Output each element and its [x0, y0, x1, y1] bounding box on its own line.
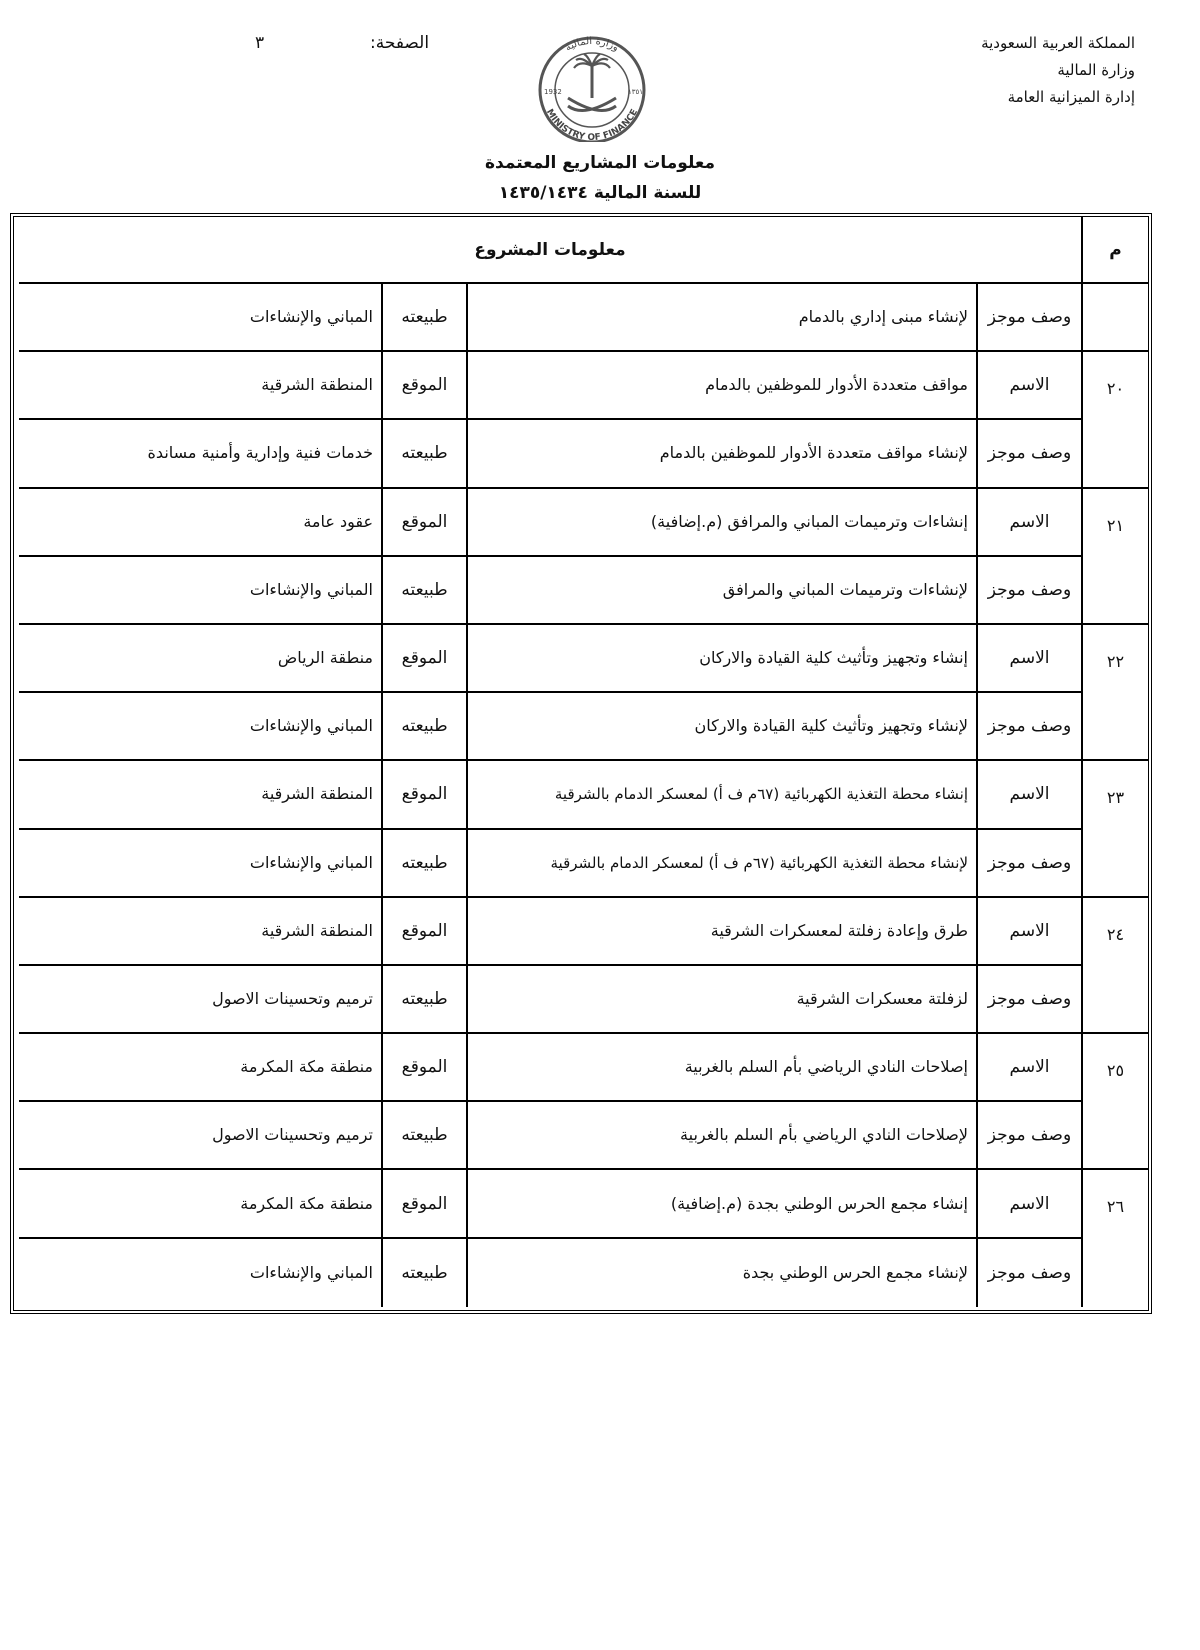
project-location: المنطقة الشرقية: [19, 898, 381, 966]
column-header-index: م: [1081, 217, 1148, 284]
seal-year-right: ١٣٥١: [628, 88, 644, 96]
project-number: ٢٣: [1081, 761, 1148, 897]
desc-label: وصف موجز: [976, 1239, 1081, 1307]
ministry-seal-logo: [524, 32, 660, 142]
project-name: مواقف متعددة الأدوار للموظفين بالدمام: [466, 352, 976, 420]
page-label: الصفحة:: [370, 33, 430, 53]
name-label: الاسم: [976, 761, 1081, 829]
project-name: إنشاء وتجهيز وتأثيث كلية القيادة والاركان: [466, 625, 976, 693]
project-nature: المباني والإنشاءات: [19, 557, 381, 625]
project-desc: لإنشاء مجمع الحرس الوطني بجدة: [466, 1239, 976, 1307]
desc-label: وصف موجز: [976, 693, 1081, 761]
row-number-empty: [1081, 284, 1148, 352]
seal-english-text: MINISTRY OF FINANCE: [543, 107, 641, 142]
project-name: إنشاء مجمع الحرس الوطني بجدة (م.إضافية): [466, 1170, 976, 1238]
project-desc: لإنشاءات وترميمات المباني والمرافق: [466, 557, 976, 625]
header-department: إدارة الميزانية العامة: [1007, 88, 1135, 106]
nature-label: طبيعته: [381, 420, 466, 488]
desc-label: وصف موجز: [976, 830, 1081, 898]
nature-label: طبيعته: [381, 557, 466, 625]
name-label: الاسم: [976, 898, 1081, 966]
project-number: ٢٦: [1081, 1170, 1148, 1306]
page-number: ٣: [255, 33, 265, 53]
location-label: الموقع: [381, 352, 466, 420]
project-name: إنشاءات وترميمات المباني والمرافق (م.إضافية): [466, 489, 976, 557]
project-location: منطقة مكة المكرمة: [19, 1170, 381, 1238]
column-header-project-info: معلومات المشروع: [19, 217, 1081, 284]
header-ministry-block: [875, 30, 1135, 111]
nature-label: طبيعته: [381, 693, 466, 761]
project-desc: لإنشاء محطة التغذية الكهربائية (٦٧م ف أ) لمعسكر الدمام بالشرقية: [466, 830, 976, 898]
project-location: منطقة الرياض: [19, 625, 381, 693]
project-number: ٢١: [1081, 489, 1148, 625]
name-label: الاسم: [976, 1170, 1081, 1238]
desc-label: وصف موجز: [976, 1102, 1081, 1170]
header-country: المملكة العربية السعودية: [981, 34, 1135, 52]
desc-label: وصف موجز: [976, 420, 1081, 488]
location-label: الموقع: [381, 1170, 466, 1238]
project-nature: المباني والإنشاءات: [249, 1262, 373, 1282]
seal-year-left: 1932: [544, 88, 562, 96]
nature-label: طبيعته: [381, 1239, 466, 1307]
name-label: الاسم: [976, 352, 1081, 420]
project-nature: ترميم وتحسينات الاصول: [19, 966, 381, 1034]
project-location: منطقة مكة المكرمة: [19, 1034, 381, 1102]
project-name: إنشاء محطة التغذية الكهربائية (٦٧م ف أ) لمعسكر الدمام بالشرقية: [466, 761, 976, 829]
project-desc: لإنشاء وتجهيز وتأثيث كلية القيادة والاركان: [466, 693, 976, 761]
projects-table: [10, 213, 1152, 1314]
name-label: الاسم: [976, 489, 1081, 557]
location-label: الموقع: [381, 898, 466, 966]
project-location: المنطقة الشرقية: [19, 352, 381, 420]
nature-label: طبيعته: [381, 966, 466, 1034]
project-desc: لإنشاء مواقف متعددة الأدوار للموظفين بالدمام: [466, 420, 976, 488]
desc-label: وصف موجز: [976, 557, 1081, 625]
location-label: الموقع: [381, 625, 466, 693]
project-location: عقود عامة: [19, 489, 381, 557]
project-nature: المباني والإنشاءات: [19, 830, 381, 898]
nature-label: طبيعته: [381, 284, 466, 352]
desc-label: وصف موجز: [976, 966, 1081, 1034]
location-label: الموقع: [381, 761, 466, 829]
name-label: الاسم: [976, 625, 1081, 693]
project-nature: المباني والإنشاءات: [19, 284, 381, 352]
project-desc: لإصلاحات النادي الرياضي بأم السلم بالغربية: [466, 1102, 976, 1170]
project-name: إصلاحات النادي الرياضي بأم السلم بالغربية: [466, 1034, 976, 1102]
document-subtitle: للسنة المالية ١٤٣٥/١٤٣٤: [498, 183, 702, 203]
nature-label: طبيعته: [381, 830, 466, 898]
project-number: ٢٢: [1081, 625, 1148, 761]
document-title: معلومات المشاريع المعتمدة: [484, 153, 715, 173]
location-label: الموقع: [381, 1034, 466, 1102]
project-name: طرق وإعادة زفلتة لمعسكرات الشرقية: [466, 898, 976, 966]
seal-arabic-text: وزارة المالية: [563, 35, 621, 54]
header-ministry: وزارة المالية: [1057, 61, 1135, 79]
name-label: الاسم: [976, 1034, 1081, 1102]
project-number: ٢٠: [1081, 352, 1148, 488]
nature-label: طبيعته: [381, 1102, 466, 1170]
project-nature: ترميم وتحسينات الاصول: [19, 1102, 381, 1170]
project-nature: خدمات فنية وإدارية وأمنية مساندة: [19, 420, 381, 488]
project-number: ٢٤: [1081, 898, 1148, 1034]
project-desc: لإنشاء مبنى إداري بالدمام: [466, 284, 976, 352]
project-number: ٢٥: [1081, 1034, 1148, 1170]
project-nature: المباني والإنشاءات: [19, 693, 381, 761]
project-location: المنطقة الشرقية: [19, 761, 381, 829]
svg-text:MINISTRY OF FINANCE: [544, 108, 640, 142]
location-label: الموقع: [381, 489, 466, 557]
project-desc: لزفلتة معسكرات الشرقية: [466, 966, 976, 1034]
desc-label: وصف موجز: [976, 284, 1081, 352]
